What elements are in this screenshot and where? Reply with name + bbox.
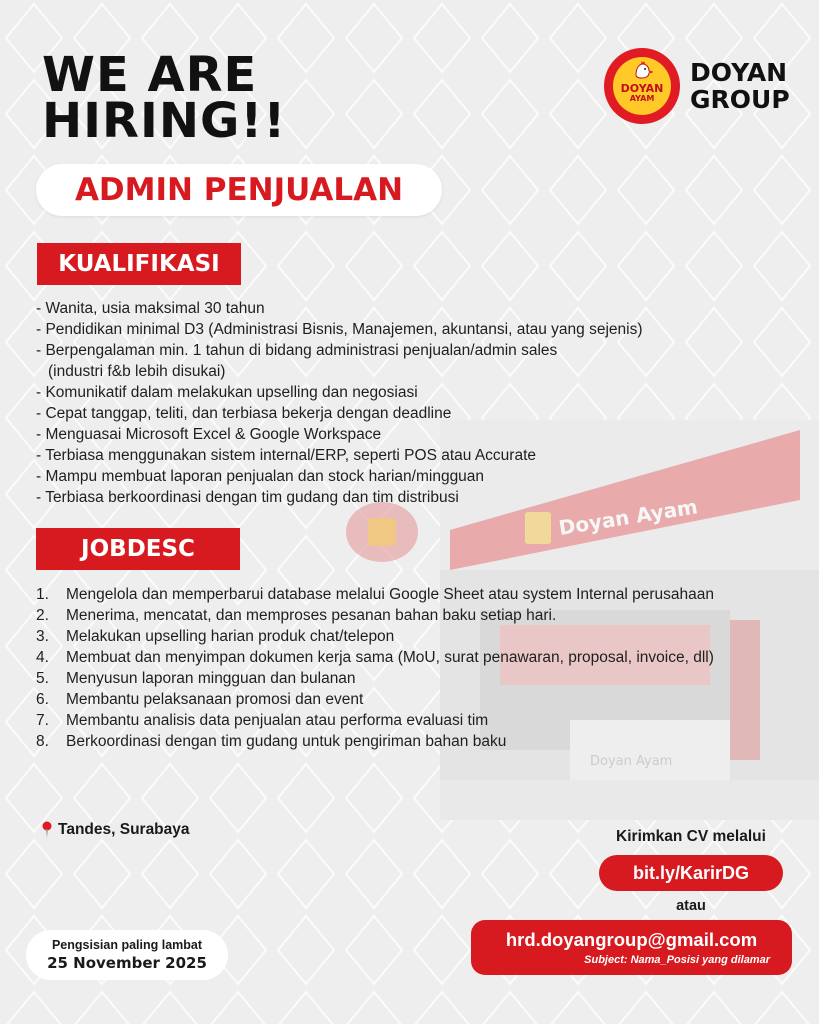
list-item — [36, 605, 736, 626]
store-logo-circle — [344, 500, 420, 564]
list-text: Menerima, mencatat, dan memproses pesanan bahan baku setiap hari. — [66, 607, 557, 624]
list-text: Membuat dan menyimpan dokumen kerja sama (MoU, surat penawaran, proposal, invoice, dll) — [66, 649, 714, 666]
list-item — [36, 731, 736, 752]
list-number: 5. — [36, 670, 49, 687]
location — [40, 821, 190, 839]
email-contact[interactable] — [471, 920, 792, 975]
location-text: Tandes, Surabaya — [58, 821, 190, 838]
jobdesc-list — [36, 584, 736, 752]
logo-inner — [613, 57, 671, 115]
list-text: Mengelola dan memperbarui database melalui Google Sheet atau system Internal perusahaan — [66, 586, 714, 603]
list-item: - Pendidikan minimal D3 (Administrasi Bisnis, Manajemen, akuntansi, atau yang sejenis) — [36, 321, 643, 338]
list-item: - Cepat tanggap, teliti, dan terbiasa bekerja dengan deadline — [36, 405, 452, 422]
counter-sign-text: Doyan Ayam — [590, 754, 673, 769]
deadline-badge — [26, 930, 228, 980]
list-number: 2. — [36, 607, 49, 624]
position-title: ADMIN PENJUALAN — [36, 164, 442, 216]
list-text: Membantu pelaksanaan promosi dan event — [66, 691, 364, 708]
list-item: - Mampu membuat laporan penjualan dan stock harian/mingguan — [36, 468, 485, 485]
list-item: - Wanita, usia maksimal 30 tahun — [36, 300, 265, 317]
list-text: Berkoordinasi dengan tim gudang untuk pengiriman bahan baku — [66, 733, 507, 750]
list-number: 6. — [36, 691, 49, 708]
map-pin-icon — [40, 821, 54, 839]
list-number: 7. — [36, 712, 49, 729]
list-text: Melakukan upselling harian produk chat/telepon — [66, 628, 395, 645]
company-logo — [604, 48, 790, 124]
logo-badge-text-1: DOYAN — [620, 81, 664, 95]
list-item: - Komunikatif dalam melakukan upselling dan negosiasi — [36, 384, 418, 401]
list-item: - Terbiasa menggunakan sistem internal/ERP, seperti POS atau Accurate — [36, 447, 537, 464]
jobdesc-heading: JOBDESC — [36, 528, 240, 570]
email-subject-hint: Subject: Nama_Posisi yang dilamar — [584, 954, 770, 966]
logo-text-2: GROUP — [690, 85, 790, 114]
kualifikasi-list — [36, 298, 756, 508]
apply-link[interactable]: bit.ly/KarirDG — [599, 855, 783, 891]
list-number: 8. — [36, 733, 49, 750]
list-text: Menyusun laporan mingguan dan bulanan — [66, 670, 356, 687]
list-item-continuation: (industri f&b lebih disukai) — [48, 363, 226, 380]
list-item — [36, 689, 736, 710]
headline — [42, 47, 287, 149]
store-sign-text: Doyan Ayam — [557, 494, 700, 540]
list-number: 4. — [36, 649, 49, 666]
list-item — [36, 584, 736, 605]
list-number: 3. — [36, 628, 49, 645]
logo-wordmark — [690, 59, 790, 113]
list-item — [36, 710, 736, 731]
list-item: - Menguasai Microsoft Excel & Google Workspace — [36, 426, 382, 443]
list-number: 1. — [36, 586, 49, 603]
email-address[interactable]: hrd.doyangroup@gmail.com — [505, 929, 758, 950]
headline-line-1: WE ARE — [42, 47, 258, 103]
list-item — [36, 626, 736, 647]
logo-text-1: DOYAN — [690, 58, 788, 87]
deadline-date: 25 November 2025 — [47, 954, 207, 972]
headline-line-2: HIRING!! — [42, 93, 287, 149]
or-text: atau — [676, 898, 706, 914]
cv-instruction: Kirimkan CV melalui — [616, 828, 766, 845]
deadline-label: Pengsisian paling lambat — [51, 938, 203, 952]
list-item: - Terbiasa berkoordinasi dengan tim gudang dan tim distribusi — [36, 489, 459, 506]
logo-badge-text-2: AYAM — [629, 93, 655, 103]
kualifikasi-heading: KUALIFIKASI — [37, 243, 241, 285]
list-item — [36, 668, 736, 689]
chicken-icon — [631, 61, 653, 79]
logo-badge — [604, 48, 680, 124]
list-item: - Berpengalaman min. 1 tahun di bidang administrasi penjualan/admin sales — [36, 342, 558, 359]
list-text: Membantu analisis data penjualan atau performa evaluasi tim — [66, 712, 489, 729]
list-item — [36, 647, 736, 668]
